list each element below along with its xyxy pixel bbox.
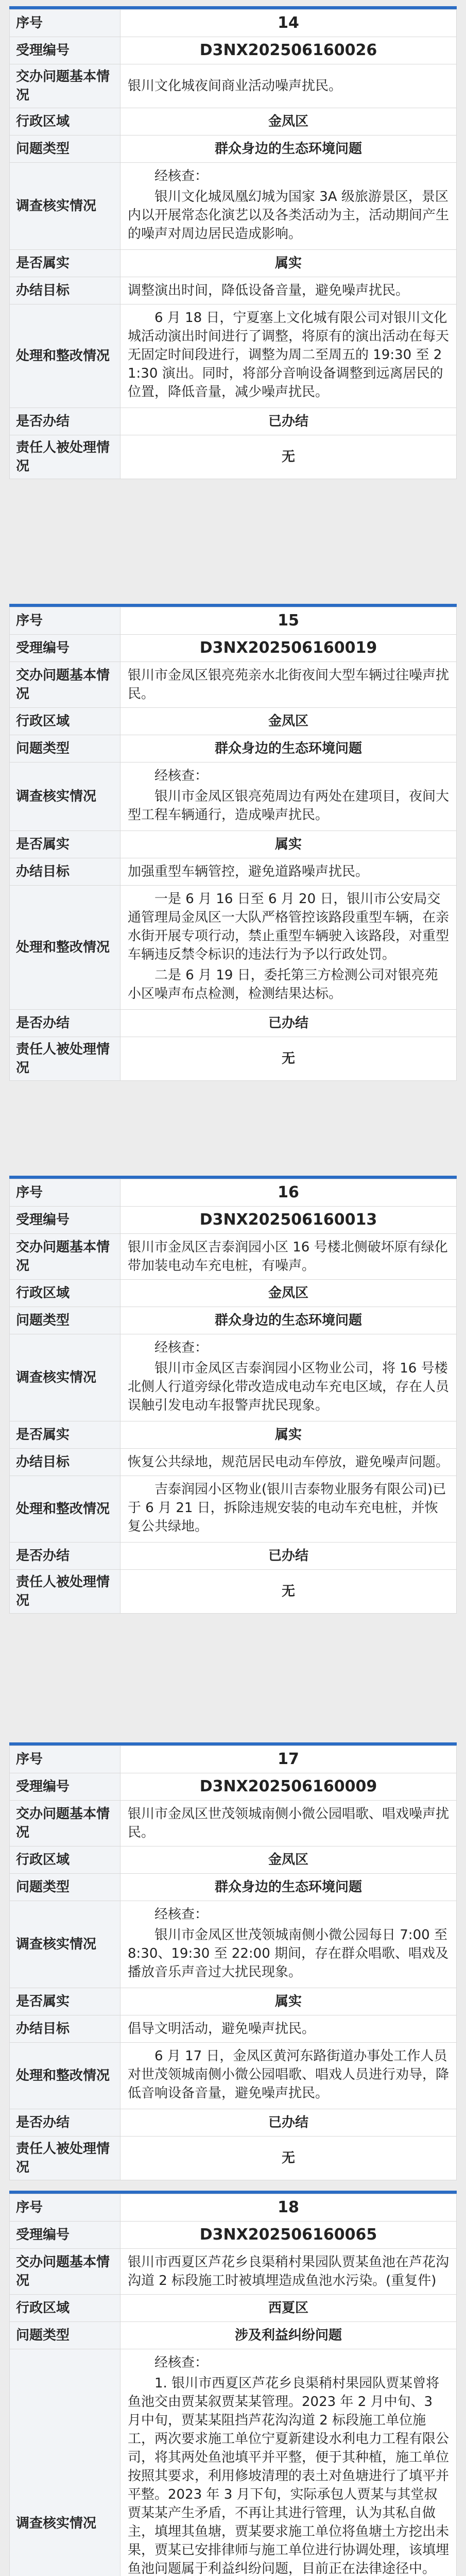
case-goal: 恢复公共绿地，规范居民电动车停放，避免噪声问题。 [120,1449,457,1476]
paragraph: 经核查： [154,2355,209,2370]
case-district: 金凤区 [120,1846,457,1874]
case-completed: 已办结 [120,1010,457,1037]
case-completed: 已办结 [120,2109,457,2137]
paragraph: 经核查： [154,168,209,184]
paragraph: 6 月 18 日，宁夏塞上文化城有限公司对银川文化城活动演出时间进行了调整，将原有的演出活动在每天无固定时间段进行，调整为周二至周五的 19:30 至 21:30 演出。同时，将部分音响设备调整到远离居民的位置，降低音量，减少噪声扰民。 [128,310,450,400]
case-number: 14 [120,10,457,37]
paragraph: 经核查： [154,1907,209,1922]
case-investigation [120,163,457,250]
case-table [9,1745,457,2180]
case-table [9,1179,457,1614]
case-number: 15 [120,607,457,635]
paragraph: 经核查： [154,1340,209,1355]
case-issue: 银川文化城夜间商业活动噪声扰民。 [120,64,457,108]
case-completed: 已办结 [120,408,457,435]
label-is-true: 是否属实 [10,1988,120,2015]
label-district: 行政区域 [10,708,120,735]
case-district: 金凤区 [120,708,457,735]
paragraph: 吉泰润园小区物业(银川吉泰物业服务有限公司)已于 6 月 21 日，拆除违规安装的电动车充电桩，并恢复公共绿地。 [128,1482,446,1534]
case-code: D3NX202506160065 [120,2222,457,2249]
case-completed: 已办结 [120,1543,457,1570]
label-investigation: 调查核实情况 [10,2349,120,2576]
label-goal: 办结目标 [10,277,120,304]
label-issue: 交办问题基本情况 [10,1234,120,1280]
case-investigation [120,1901,457,1988]
case-issue: 银川市金凤区世茂领城南侧小微公园唱歌、唱戏噪声扰民。 [120,1801,457,1846]
paragraph: 银川文化城凤凰幻城为国家 3A 级旅游景区，景区内以开展常态化演艺以及各类活动为主，活动期间产生的噪声对周边居民造成影响。 [128,189,450,242]
label-handling: 处理和整改情况 [10,2043,120,2109]
label-investigation: 调查核实情况 [10,1901,120,1988]
case-table [9,9,457,479]
label-goal: 办结目标 [10,2015,120,2043]
case-card [9,604,457,1081]
label-investigation: 调查核实情况 [10,1334,120,1421]
label-handling: 处理和整改情况 [10,304,120,408]
label-is-true: 是否属实 [10,250,120,277]
label-accountability: 责任人被处理情况 [10,1037,120,1081]
paragraph: 6 月 17 日，金凤区黄河东路街道办事处工作人员对世茂领城南侧小微公园唱歌、唱戏人员进行劝导，降低音响设备音量，避免噪声扰民。 [128,2048,450,2101]
label-number: 序号 [10,10,120,37]
label-code: 受理编号 [10,1207,120,1234]
case-accountability: 无 [120,2137,457,2180]
label-district: 行政区域 [10,1846,120,1874]
case-card [9,1176,457,1614]
case-is-true: 属实 [120,1988,457,2015]
label-completed: 是否办结 [10,2109,120,2137]
case-table [9,2194,457,2576]
label-completed: 是否办结 [10,1543,120,1570]
label-category: 问题类型 [10,135,120,163]
label-issue: 交办问题基本情况 [10,1801,120,1846]
label-accountability: 责任人被处理情况 [10,2137,120,2180]
label-code: 受理编号 [10,37,120,64]
case-card [9,6,457,479]
paragraph: 二是 6 月 19 日，委托第三方检测公司对银亮苑小区噪声布点检测，检测结果达标。 [128,968,438,1002]
label-accountability: 责任人被处理情况 [10,1570,120,1614]
label-number: 序号 [10,1179,120,1207]
case-code: D3NX202506160009 [120,1773,457,1801]
case-category: 群众身边的生态环境问题 [120,1874,457,1901]
label-investigation: 调查核实情况 [10,163,120,250]
label-number: 序号 [10,607,120,635]
label-category: 问题类型 [10,1307,120,1334]
paragraph: 银川市金凤区银亮苑周边有两处在建项目，夜间大型工程车辆通行，造成噪声扰民。 [128,789,450,823]
case-category: 群众身边的生态环境问题 [120,135,457,163]
label-completed: 是否办结 [10,1010,120,1037]
label-is-true: 是否属实 [10,1421,120,1449]
label-category: 问题类型 [10,2322,120,2349]
label-investigation: 调查核实情况 [10,762,120,831]
case-is-true: 属实 [120,250,457,277]
case-issue: 银川市金凤区吉泰润园小区 16 号楼北侧破坏原有绿化带加装电动车充电桩，有噪声。 [120,1234,457,1280]
label-code: 受理编号 [10,2222,120,2249]
case-district: 金凤区 [120,108,457,135]
label-completed: 是否办结 [10,408,120,435]
label-handling: 处理和整改情况 [10,1476,120,1543]
label-code: 受理编号 [10,635,120,662]
paragraph: 银川市金凤区吉泰润园小区物业公司，将 16 号楼北侧人行道旁绿化带改造成电动车充电区域，存在人员误触引发电动车报警声扰民现象。 [128,1361,450,1413]
case-table [9,607,457,1081]
case-number: 18 [120,2194,457,2222]
label-code: 受理编号 [10,1773,120,1801]
case-accountability: 无 [120,1037,457,1081]
case-category: 涉及利益纠纷问题 [120,2322,457,2349]
case-category: 群众身边的生态环境问题 [120,735,457,762]
case-card [9,1742,457,2180]
paragraph: 银川市金凤区世茂领城南侧小微公园每日 7:00 至 8:30、19:30 至 22:00 期间，存在群众唱歌、唱戏及播放音乐声音过大扰民现象。 [128,1927,449,1980]
label-number: 序号 [10,2194,120,2222]
case-issue: 银川市西夏区芦花乡良渠稍村果园队贾某鱼池在芦花沟沟道 2 标段施工时被填埋造成鱼池水污染。(重复件) [120,2249,457,2295]
case-number: 17 [120,1746,457,1773]
case-handling [120,304,457,408]
label-district: 行政区域 [10,2295,120,2322]
case-code: D3NX202506160013 [120,1207,457,1234]
label-district: 行政区域 [10,1280,120,1307]
case-district: 金凤区 [120,1280,457,1307]
label-district: 行政区域 [10,108,120,135]
label-issue: 交办问题基本情况 [10,2249,120,2295]
paragraph: 1. 银川市西夏区芦花乡良渠稍村果园队贾某曾将鱼池交由贾某叙贾某某管理。2023 年 2 月中旬、3 月中旬，贾某某阻挡芦花沟沟道 2 标段施工单位施工，两次要求施工单位宁夏新建设水利电力工程有限公司，将其两处鱼池填平并平整，便于其种植，施工单位按照其要求，利用修坡清理的表土对鱼塘进行了填平并平整。2023 年 3 月下旬，实际承包人贾某与其堂叔贾某某产生矛盾，不再让其进行管理，认为其私自做主，填埋其鱼塘，贾某要求施工单位将鱼塘土方挖出未果，贾某已安排律师与施工单位进行协调处理，该填埋鱼池问题属于利益纠纷问题，目前正在法律途径中。 [128,2376,450,2576]
case-issue: 银川市金凤区银亮苑亲水北街夜间大型车辆过往噪声扰民。 [120,662,457,708]
case-accountability: 无 [120,1570,457,1614]
case-handling [120,1476,457,1543]
case-goal: 加强重型车辆管控，避免道路噪声扰民。 [120,858,457,886]
paragraph: 经核查： [154,768,209,784]
case-investigation [120,2349,457,2576]
label-category: 问题类型 [10,1874,120,1901]
label-category: 问题类型 [10,735,120,762]
label-is-true: 是否属实 [10,831,120,858]
case-investigation [120,762,457,831]
case-district: 西夏区 [120,2295,457,2322]
case-accountability: 无 [120,435,457,479]
case-code: D3NX202506160019 [120,635,457,662]
case-goal: 倡导文明活动，避免噪声扰民。 [120,2015,457,2043]
label-issue: 交办问题基本情况 [10,64,120,108]
case-is-true: 属实 [120,831,457,858]
case-handling [120,2043,457,2109]
case-handling [120,886,457,1010]
case-goal: 调整演出时间，降低设备音量，避免噪声扰民。 [120,277,457,304]
label-issue: 交办问题基本情况 [10,662,120,708]
case-investigation [120,1334,457,1421]
label-goal: 办结目标 [10,1449,120,1476]
label-goal: 办结目标 [10,858,120,886]
paragraph: 一是 6 月 16 日至 6 月 20 日，银川市公安局交通管理局金凤区一大队严格管控该路段重型车辆，在亲水街开展专项行动，禁止重型车辆驶入该路段，对重型车辆违反禁令标识的违法行为予以行政处罚。 [128,891,450,962]
label-handling: 处理和整改情况 [10,886,120,1010]
case-is-true: 属实 [120,1421,457,1449]
case-card [9,2191,457,2576]
case-code: D3NX202506160026 [120,37,457,64]
label-number: 序号 [10,1746,120,1773]
label-accountability: 责任人被处理情况 [10,435,120,479]
case-number: 16 [120,1179,457,1207]
case-category: 群众身边的生态环境问题 [120,1307,457,1334]
